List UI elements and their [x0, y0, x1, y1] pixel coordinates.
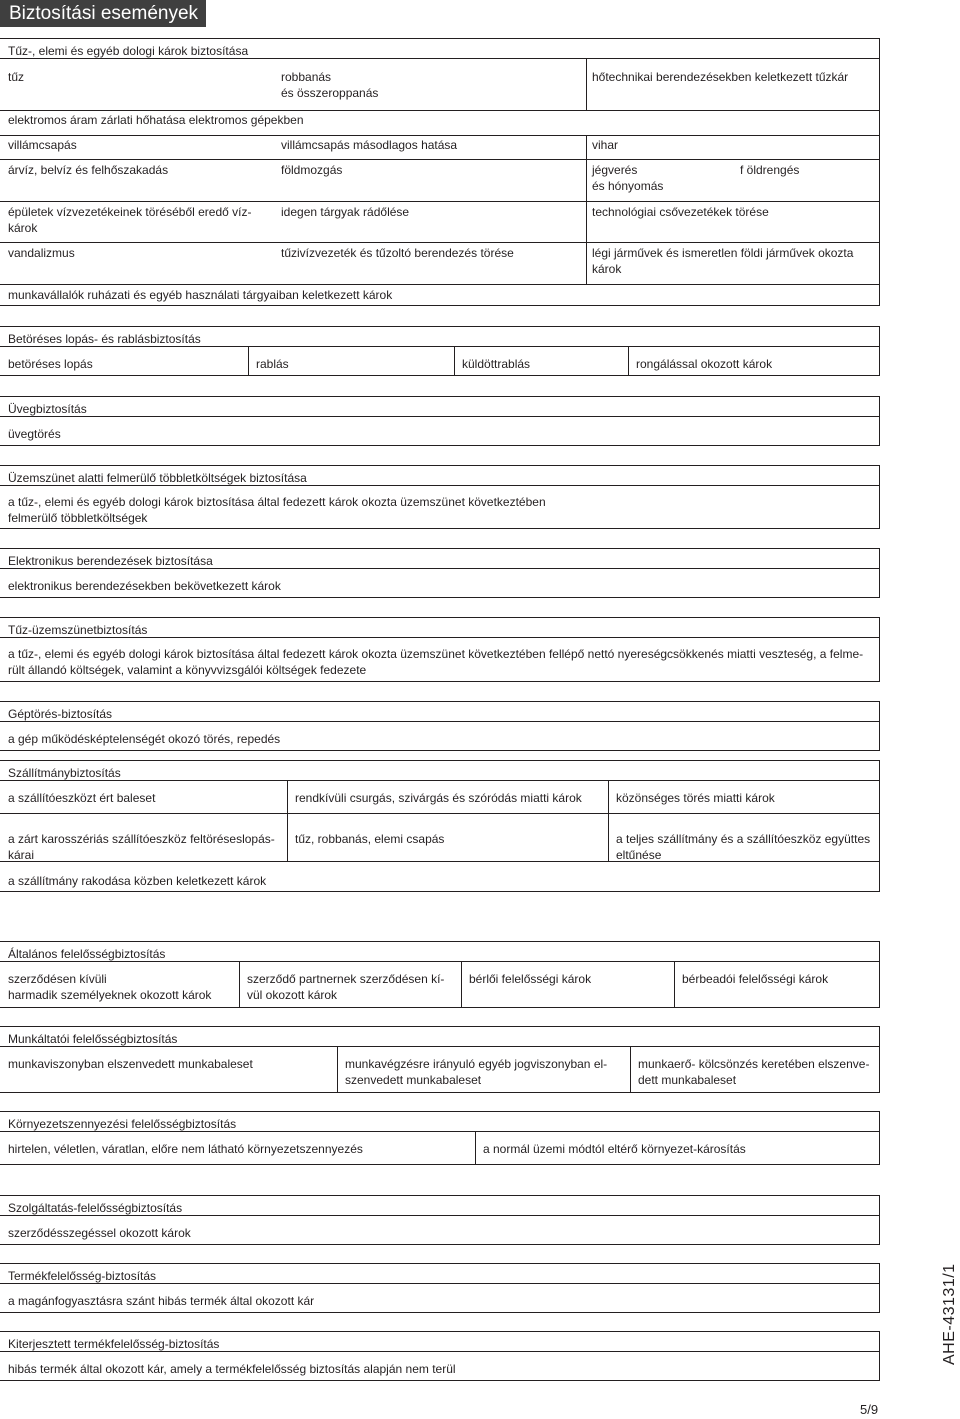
env-cell: a normál üzemi módtól eltérő környezet-károsítás — [483, 1142, 746, 1156]
interruption-line: felmerülő többletköltségek — [8, 511, 148, 525]
fire-cell: károk — [592, 262, 622, 276]
general-cell: harmadik személyeknek okozott károk — [8, 988, 212, 1002]
transport-cell: rendkívüli csurgás, szivárgás és szóródás miatti károk — [295, 791, 582, 805]
section-glass — [0, 396, 880, 446]
section-product-liability — [0, 1263, 880, 1313]
fire-cell: munkavállalók ruházati és egyéb használati tárgyaiban keletkezett károk — [8, 288, 393, 302]
fire-cell: épületek vízvezetékeinek töréséből eredő víz- — [8, 205, 252, 219]
service-cell: szerződésszegéssel okozott károk — [8, 1226, 191, 1240]
section-electronic — [0, 548, 880, 598]
fire-cell: földmozgás — [281, 163, 343, 177]
section-heading: Szolgáltatás-felelősségbiztosítás — [0, 1196, 879, 1216]
product-cell: a magánfogyasztásra szánt hibás termék által okozott kár — [8, 1294, 315, 1308]
section-heading: Munkáltatói felelősségbiztosítás — [0, 1027, 879, 1047]
section-heading: Tűz-, elemi és egyéb dologi károk biztosítása — [0, 39, 879, 59]
section-machine — [0, 701, 880, 751]
section-heading: Üzemszünet alatti felmerülő többletköltségek biztosítása — [0, 466, 879, 486]
general-cell: szerződő partnernek szerződésen kí- — [247, 972, 445, 986]
section-heading: Kiterjesztett termékfelelősség-biztosítás — [0, 1332, 879, 1352]
section-heading: Elektronikus berendezések biztosítása — [0, 549, 879, 569]
general-cell: bérlői felelősségi károk — [469, 972, 592, 986]
fire-cell: tűzivízvezeték és tűzoltó berendezés törése — [281, 246, 514, 260]
document-code — [938, 1263, 960, 1368]
fire-cell: és összeroppanás — [281, 86, 379, 100]
section-heading: Üvegbiztosítás — [0, 397, 879, 417]
employer-cell: munkaerő- kölcsönzés keretében elszenve- — [638, 1057, 870, 1071]
transport-cell: tűz, robbanás, elemi csapás — [295, 832, 445, 846]
fire-cell: elektromos áram zárlati hőhatása elektromos gépekben — [8, 113, 304, 127]
employer-cell: szenvedett munkabaleset — [345, 1073, 482, 1087]
page-number: 5/9 — [860, 1402, 879, 1417]
fire-cell: légi járművek és ismeretlen földi járművek okozta — [592, 246, 854, 260]
fire-cell: idegen tárgyak rádőlése — [281, 205, 410, 219]
section-heading: Környezetszennyezési felelősségbiztosítás — [0, 1112, 879, 1132]
fire-cell: villámcsapás — [8, 138, 77, 152]
fire-cell: technológiai csővezetékek törése — [592, 205, 769, 219]
transport-cell: a zárt karosszériás szállítóeszköz feltöréseslopás- — [8, 832, 275, 846]
machine-cell: a gép működésképtelenségét okozó törés, repedés — [8, 732, 281, 746]
burglary-cell: betöréses lopás — [8, 357, 93, 371]
transport-cell: közönséges törés miatti károk — [616, 791, 775, 805]
fire-cell: tűz — [8, 70, 25, 84]
section-environmental-liability — [0, 1111, 880, 1165]
transport-cell: a szállítóeszközt ért baleset — [8, 791, 156, 805]
document-code-label: AHE-43131/1 — [941, 1263, 958, 1365]
section-transport — [0, 760, 880, 892]
section-general-liability — [0, 941, 880, 1008]
burglary-cell: küldöttrablás — [462, 357, 531, 371]
glass-cell: üvegtörés — [8, 427, 61, 441]
employer-cell: munkaviszonyban elszenvedett munkabaleset — [8, 1057, 253, 1071]
section-heading: Termékfelelősség-biztosítás — [0, 1264, 879, 1284]
section-heading: Tűz-üzemszünetbiztosítás — [0, 618, 879, 638]
transport-cell: a teljes szállítmány és a szállítóeszköz együttes — [616, 832, 871, 846]
electronic-cell: elektronikus berendezésekben bekövetkezett károk — [8, 579, 281, 593]
section-heading: Szállítmánybiztosítás — [0, 761, 879, 781]
fireint-line: rült állandó költségek, valamint a könyvvizsgálói költségek fedezete — [8, 663, 367, 677]
general-cell: vül okozott károk — [247, 988, 338, 1002]
fire-cell: károk — [8, 221, 38, 235]
burglary-cell: rongálással okozott károk — [636, 357, 773, 371]
fire-cell: és hónyomás — [592, 179, 664, 193]
section-heading: Általános felelősségbiztosítás — [0, 942, 879, 962]
fireint-line: a tűz-, elemi és egyéb dologi károk biztosítása által fedezett károk okozta üzemszünet következtében fellépő nettó nyereségcsökkenés miatti veszteség, a felme- — [8, 647, 864, 661]
transport-cell: kárai — [8, 848, 35, 862]
section-extended-product-liability — [0, 1331, 880, 1381]
page-title: Biztosítási események — [0, 0, 206, 27]
section-burglary — [0, 326, 880, 376]
transport-cell: eltűnése — [616, 848, 662, 862]
section-fire-interruption — [0, 617, 880, 682]
fire-cell: hőtechnikai berendezésekben keletkezett tűzkár — [592, 70, 849, 84]
general-cell: bérbeadói felelősségi károk — [682, 972, 829, 986]
section-employer-liability — [0, 1026, 880, 1093]
fire-cell: robbanás — [281, 70, 332, 84]
general-cell: szerződésen kívüli — [8, 972, 107, 986]
interruption-line: a tűz-, elemi és egyéb dologi károk biztosítása által fedezett károk okozta üzemszünet következtében — [8, 495, 546, 509]
extproduct-cell: hibás termék által okozott kár, amely a termékfelelősség biztosítás alapján nem terül — [8, 1362, 456, 1376]
section-heading: Betöréses lopás- és rablásbiztosítás — [0, 327, 879, 347]
section-fire — [0, 38, 880, 306]
fire-cell: vihar — [592, 138, 619, 152]
section-interruption — [0, 465, 880, 529]
section-heading: Géptörés-biztosítás — [0, 702, 879, 722]
employer-cell: munkavégzésre irányuló egyéb jogviszonyban el- — [345, 1057, 608, 1071]
fire-cell: villámcsapás másodlagos hatása — [281, 138, 458, 152]
env-cell: hirtelen, véletlen, váratlan, előre nem látható környezetszennyezés — [8, 1142, 363, 1156]
burglary-cell: rablás — [256, 357, 289, 371]
fire-cell: f öldrengés — [740, 163, 800, 177]
transport-cell: a szállítmány rakodása közben keletkezett károk — [8, 874, 267, 888]
employer-cell: dett munkabaleset — [638, 1073, 737, 1087]
fire-cell: árvíz, belvíz és felhőszakadás — [8, 163, 169, 177]
fire-cell: vandalizmus — [8, 246, 75, 260]
section-service-liability — [0, 1195, 880, 1245]
fire-cell: jégverés — [592, 163, 638, 177]
